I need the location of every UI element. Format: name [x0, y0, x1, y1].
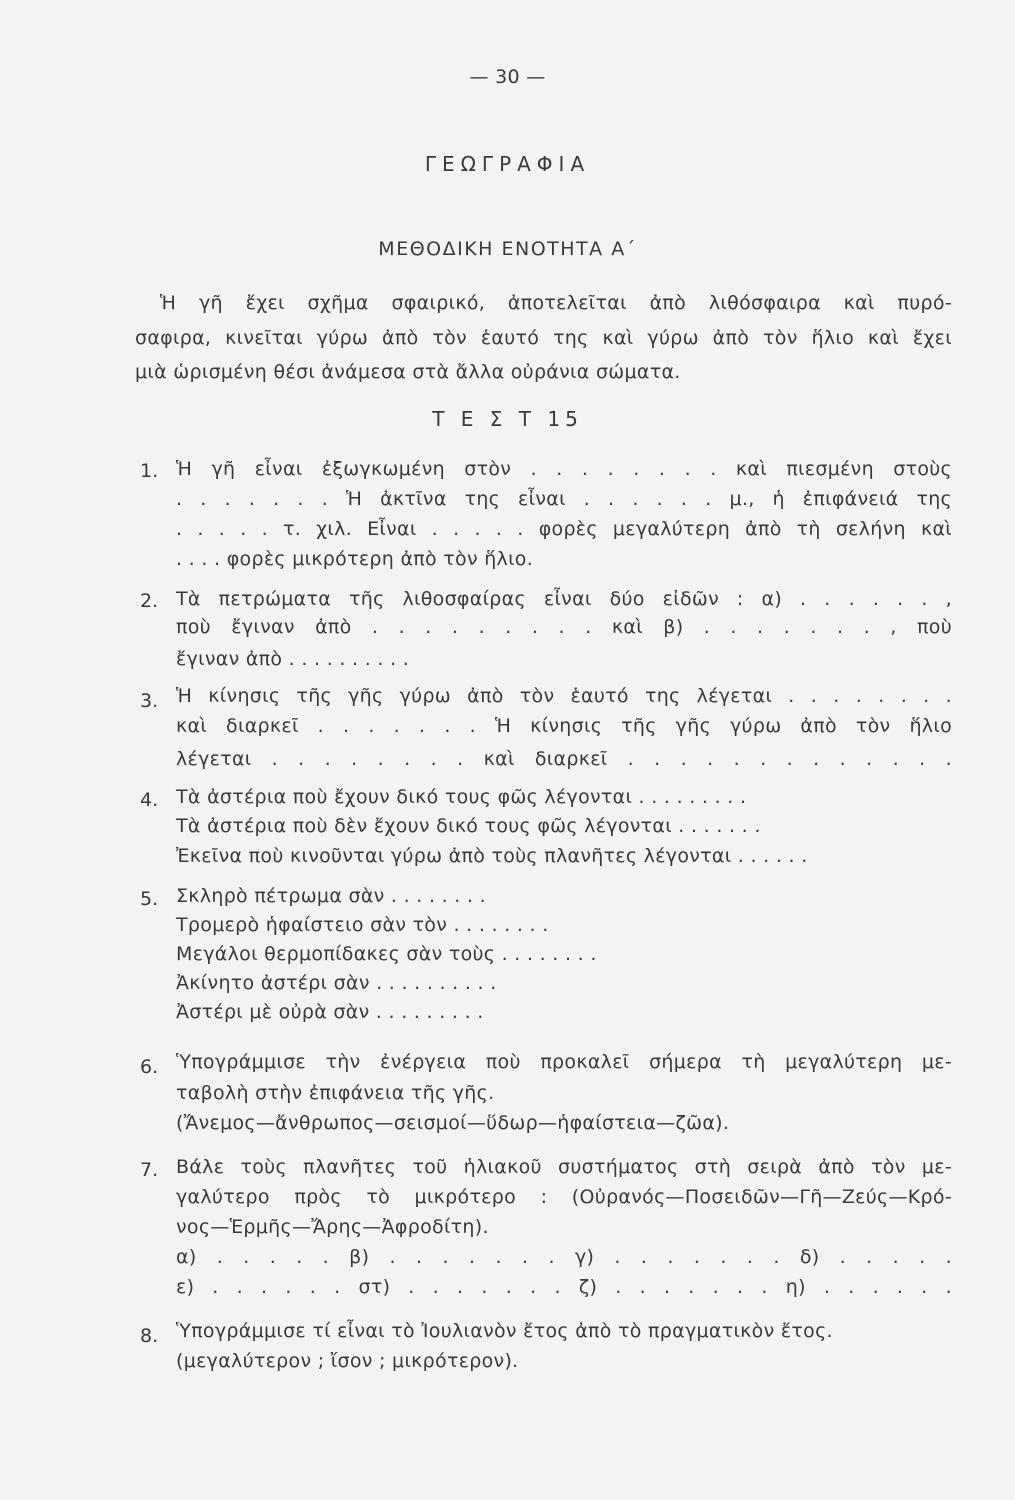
- question-line: λέγεται . . . . . . . . καὶ διαρκεῖ . . . . . . . . . . . . .: [176, 748, 952, 770]
- question-line: . . . . φορὲς μικρότερη ἀπὸ τὸν ἥλιο.: [176, 548, 534, 570]
- question-line: ἔγιναν ἀπὸ . . . . . . . . . .: [176, 648, 410, 670]
- question-line: Τὰ ἀστέρια ποὺ δὲν ἔχουν δικό τους φῶς λέγονται . . . . . . .: [176, 815, 761, 837]
- question-line: α) . . . . . β) . . . . . . . γ) . . . . . . . δ) . . . . .: [176, 1246, 952, 1268]
- question-line: Ὑπογράμμισε τί εἶναι τὸ Ἰουλιανὸν ἔτος ἀπὸ τὸ πραγματικὸν ἔτος.: [176, 1320, 833, 1342]
- question-line: Ἀκίνητο ἀστέρι σὰν . . . . . . . . . .: [176, 972, 497, 994]
- question-number: 2.: [140, 590, 159, 612]
- question-line: (Ἄνεμος—ἄνθρωπος—σεισμοί—ὕδωρ—ἡφαίστεια—ζῶα).: [176, 1112, 730, 1134]
- question-line: Βάλε τοὺς πλανῆτες τοῦ ἡλιακοῦ συστήματος στὴ σειρὰ ἀπὸ τὸν με-: [176, 1156, 952, 1178]
- question-number: 3.: [140, 690, 159, 712]
- question-number: 4.: [140, 789, 159, 811]
- question-line: Ἐκεῖνα ποὺ κινοῦνται γύρω ἀπὸ τοὺς πλανῆτες λέγονται . . . . . .: [176, 845, 808, 867]
- question-line: Ἡ γῆ εἶναι ἐξωγκωμένη στὸν . . . . . . . . καὶ πιεσμένη στοὺς: [176, 458, 952, 480]
- test-title: Τ Ε Σ Τ 15: [432, 407, 583, 431]
- question-line: Τρομερὸ ἡφαίστειο σὰν τὸν . . . . . . . .: [176, 914, 549, 936]
- question-line: . . . . . τ. χιλ. Εἶναι . . . . . φορὲς μεγαλύτερη ἀπὸ τὴ σελήνη καὶ: [176, 518, 952, 540]
- intro-line: Ἡ γῆ ἔχει σχῆμα σφαιρικό, ἀποτελεῖται ἀπὸ λιθόσφαιρα καὶ πυρό-: [160, 292, 952, 314]
- question-line: Μεγάλοι θερμοπίδακες σὰν τοὺς . . . . . . . .: [176, 943, 597, 965]
- question-line: ταβολὴ στὴν ἐπιφάνεια τῆς γῆς.: [176, 1082, 495, 1104]
- question-line: ε) . . . . . . στ) . . . . . . . ζ) . . . . . . . η) . . . . . .: [176, 1276, 952, 1298]
- question-line: Ἀστέρι μὲ οὐρὰ σὰν . . . . . . . . .: [176, 1001, 484, 1023]
- question-line: Ὑπογράμμισε τὴν ἐνέργεια ποὺ προκαλεῖ σήμερα τὴ μεγαλύτερη με-: [176, 1051, 952, 1073]
- page-number: — 30 —: [469, 66, 546, 88]
- question-number: 7.: [140, 1159, 159, 1181]
- question-line: νος—Ἑρμῆς—Ἄρης—Ἀφροδίτη).: [176, 1216, 489, 1238]
- question-number: 6.: [140, 1056, 159, 1078]
- intro-line: σαφιρα, κινεῖται γύρω ἀπὸ τὸν ἑαυτό της καὶ γύρω ἀπὸ τὸν ἥλιο καὶ ἔχει: [135, 327, 952, 349]
- question-number: 5.: [140, 888, 159, 910]
- intro-line: μιὰ ὡρισμένη θέσι ἀνάμεσα στὰ ἄλλα οὐράνια σώματα.: [135, 361, 681, 383]
- question-line: . . . . . . . Ἡ ἀκτῖνα της εἶναι . . . . . . μ., ἡ ἐπιφάνειά της: [176, 488, 952, 510]
- question-line: Ἡ κίνησις τῆς γῆς γύρω ἀπὸ τὸν ἑαυτό της λέγεται . . . . . . . .: [176, 685, 952, 707]
- section-title: ΜΕΘΟΔΙΚΗ ΕΝΟΤΗΤΑ Α΄: [378, 238, 637, 260]
- question-line: γαλύτερο πρὸς τὸ μικρότερο : (Οὐρανός—Ποσειδῶν—Γῆ—Ζεύς—Κρό-: [176, 1186, 952, 1208]
- question-line: Τὰ πετρώματα τῆς λιθοσφαίρας εἶναι δύο εἰδῶν : α) . . . . . . ,: [176, 588, 952, 610]
- question-line: ποὺ ἔγιναν ἀπὸ . . . . . . . . . καὶ β) . . . . . . . , ποὺ: [176, 616, 952, 638]
- question-line: Σκληρὸ πέτρωμα σὰν . . . . . . . .: [176, 885, 486, 907]
- question-line: (μεγαλύτερον ; ἴσον ; μικρότερον).: [176, 1350, 519, 1372]
- page-title: ΓΕΩΓΡΑΦΙΑ: [424, 152, 591, 176]
- question-number: 1.: [140, 460, 159, 482]
- question-line: καὶ διαρκεῖ . . . . . . . Ἡ κίνησις τῆς γῆς γύρω ἀπὸ τὸν ἥλιο: [176, 715, 952, 737]
- question-number: 8.: [140, 1325, 159, 1347]
- question-line: Τὰ ἀστέρια ποὺ ἔχουν δικό τους φῶς λέγονται . . . . . . . . .: [176, 786, 747, 808]
